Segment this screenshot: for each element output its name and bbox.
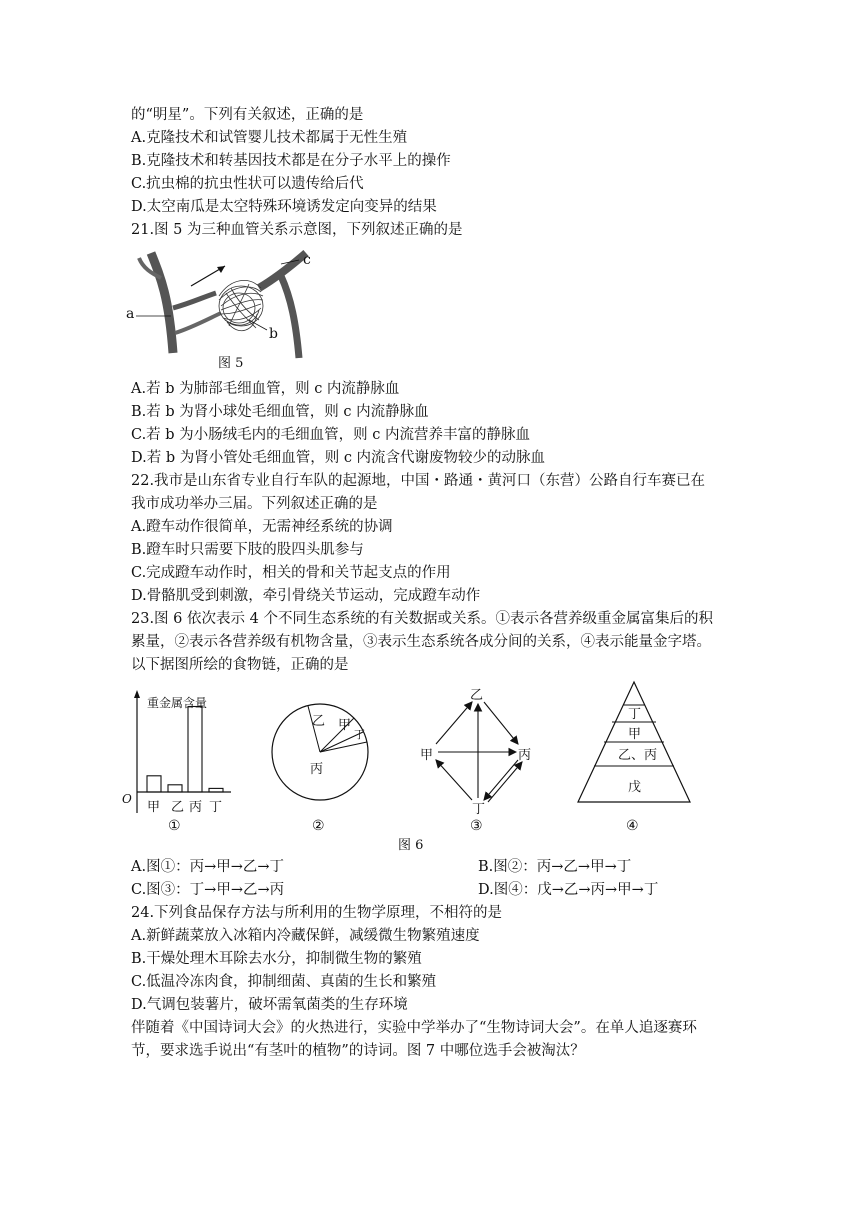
text-line: 的“明星”。下列有关叙述，正确的是 [131,107,364,123]
pie-label: 乙 [312,714,326,729]
bar-tick-label: 乙 [171,800,185,815]
subfigure-label: ③ [470,818,483,834]
option-line: B.干燥处理木耳除去水分，抑制微生物的繁殖 [131,951,422,967]
diagram-node-left: 甲 [420,748,434,763]
bar-ylabel: 重金属含量 [147,696,208,710]
bar-丙 [188,707,202,793]
question-stem: 24.下列食品保存方法与所利用的生物学原理，不相符的是 [131,905,503,921]
option-line: A.蹬车动作很简单，无需神经系统的协调 [131,519,393,535]
pyramid-level: 甲 [628,727,642,742]
question-stem: 累量，②表示各营养级有机物含量，③表示生态系统各成分间的关系，④表示能量金字塔。 [131,634,711,650]
bar-tick-label: 甲 [147,800,161,815]
subfigure-label: ④ [626,818,639,834]
question-stem: 23.图 6 依次表示 4 个不同生态系统的有关数据或关系。①表示各营养级重金属富集后的积 [131,611,713,627]
label-c: c [303,252,311,268]
pyramid-level: 丁 [628,707,642,722]
bar-乙 [168,785,182,792]
question-stem: 21.图 5 为三种血管关系示意图，下列叙述正确的是 [131,222,463,238]
option-line: B.图②：丙→乙→甲→丁 [478,859,632,875]
option-line: B.克隆技术和转基因技术都是在分子水平上的操作 [131,153,451,169]
subfigure-label: ① [168,818,181,834]
label-b: b [269,326,278,342]
option-line: A.图①：丙→甲→乙→丁 [131,859,285,875]
figure-6-bar-chart [122,688,237,818]
bar-甲 [147,776,161,792]
bar-tick-label: 丙 [189,800,203,815]
option-line: D.太空南瓜是太空特殊环境诱发定向变异的结果 [131,199,437,215]
figure-5-caption: 图 5 [218,356,244,371]
question-stem: 22.我市是山东省专业自行车队的起源地，中国・路通・黄河口（东营）公路自行车赛已在 [131,473,706,489]
figure-6-relation-diagram [416,686,536,817]
bar-丁 [209,788,223,792]
diagram-node-right: 丙 [518,748,532,763]
option-line: D.若 b 为肾小管处毛细血管，则 c 内流含代谢废物较少的动脉血 [131,450,546,466]
option-line: B.若 b 为肾小球处毛细血管，则 c 内流静脉血 [131,404,429,420]
option-line: B.蹬车时只需要下肢的股四头肌参与 [131,542,364,558]
label-a: a [126,306,135,322]
pie-label: 丙 [310,762,324,777]
option-line: C.若 b 为小肠绒毛内的毛细血管，则 c 内流营养丰富的静脉血 [131,427,531,443]
option-line: A.若 b 为肺部毛细血管，则 c 内流静脉血 [131,381,400,397]
option-line: D.气调包装薯片，破坏需氧菌类的生存环境 [131,997,408,1013]
bar-origin: O [122,792,132,806]
pie-label: 甲 [338,718,352,733]
option-line: C.抗虫棉的抗虫性状可以遗传给后代 [131,176,364,192]
option-line: D.骨骼肌受到刺激，牵引骨绕关节运动，完成蹬车动作 [131,588,481,604]
option-line: C.低温冷冻肉食，抑制细菌、真菌的生长和繁殖 [131,974,437,990]
option-line: A.克隆技术和试管婴儿技术都属于无性生殖 [131,130,408,146]
diagram-node-bottom: 丁 [472,802,486,817]
question-stem: 以下据图所绘的食物链，正确的是 [131,657,349,673]
option-line: A.新鲜蔬菜放入冰箱内冷藏保鲜，减缓微生物繁殖速度 [131,928,480,944]
option-line: C.完成蹬车动作时，相关的骨和关节起支点的作用 [131,565,451,581]
diagram-node-top: 乙 [470,688,484,703]
figure-6-pie [270,702,370,802]
pyramid-level: 戊 [628,780,642,795]
option-line: D.图④：戊→乙→丙→甲→丁 [478,882,659,898]
text-line: 伴随着《中国诗词大会》的火热进行，实验中学举办了“生物诗词大会”。在单人追逐赛环 [131,1020,697,1036]
text-line: 节，要求选手说出“有茎叶的植物”的诗词。图 7 中哪位选手会被淘汰？ [131,1043,585,1059]
question-stem: 我市成功举办三届。下列叙述正确的是 [131,496,378,512]
pyramid-level: 乙、丙 [618,748,658,763]
figure-6-energy-pyramid [576,680,692,804]
figure-6-caption: 图 6 [398,838,424,853]
figure-5-blood-vessels [126,248,331,368]
option-line: C.图③：丁→甲→乙→丙 [131,882,285,898]
subfigure-label: ② [312,818,325,834]
bar-tick-label: 丁 [209,800,223,815]
pie-label: 丁 [354,728,365,741]
